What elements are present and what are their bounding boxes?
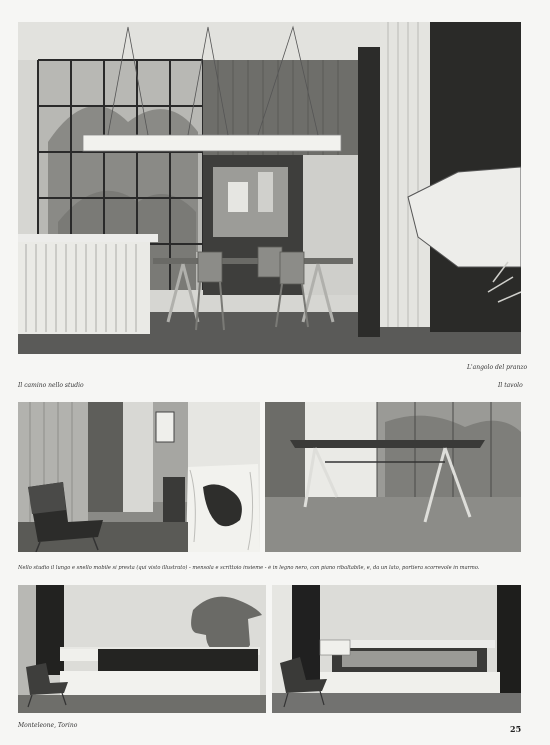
- caption-footer-credit: Monteleone, Torino: [18, 722, 78, 729]
- studio-fireplace-photo: [18, 402, 260, 552]
- page-number: 25: [510, 724, 522, 734]
- caption-dining-corner: L'angolo del pranzo: [467, 364, 528, 371]
- table-photo: [265, 402, 521, 552]
- caption-table: Il tavolo: [498, 382, 523, 389]
- caption-fireplace: Il camino nello studio: [18, 382, 84, 389]
- caption-description: Nello studio il lungo e snello mobile si presta (qui visto illustrato) - mensola e scrittoio insieme - è in legno nero, con piano ribaltabile, e, da un lato, portiera scorrevole in marmo.: [18, 565, 480, 571]
- sideboard-marble-photo: [272, 585, 521, 713]
- studio-sideboard-photo: [18, 585, 266, 713]
- dining-corner-photo: [18, 22, 521, 354]
